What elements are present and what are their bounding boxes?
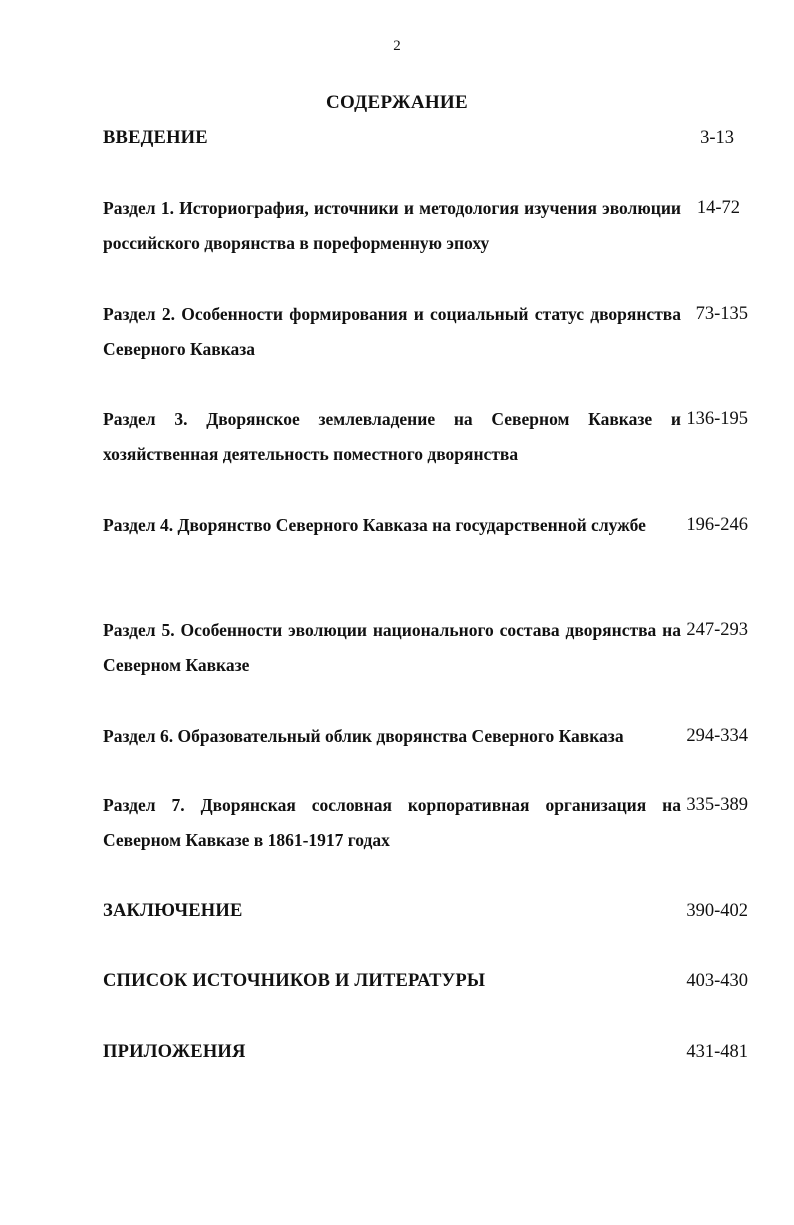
toc-entry-introduction [103,121,748,156]
toc-entry-pages: 73-135 [695,304,748,324]
page-title: СОДЕРЖАНИЕ [326,92,468,113]
toc-entry-pages: 390-402 [686,901,748,921]
toc-entry-pages: 14-72 [696,198,740,218]
toc-entry-title: СПИСОК ИСТОЧНИКОВ И ЛИТЕРАТУРЫ [103,971,486,991]
toc-entry-title: ПРИЛОЖЕНИЯ [103,1042,246,1062]
toc-entry-title: Раздел 6. Образовательный облик дворянства Северного Кавказа [103,726,624,746]
toc-entry-title: Раздел 4. Дворянство Северного Кавказа на государственной службе [103,515,646,535]
toc-entry-references [103,964,748,999]
toc-entry-section-5 [103,613,748,683]
toc-entry-pages: 335-389 [686,795,748,815]
toc-entry-title: Раздел 7. Дворянская сословная корпоративная организация на Северном Кавказе в 1861-1917 годах [103,795,681,850]
toc-entry-pages: 136-195 [686,409,748,429]
toc-entry-title: Раздел 3. Дворянское землевладение на Северном Кавказе и хозяйственная деятельность поместного дворянства [103,409,681,464]
toc-entry-title: Раздел 5. Особенности эволюции национального состава дворянства на Северном Кавказе [103,620,681,675]
toc-entry-pages: 196-246 [686,515,748,535]
toc-entry-title: Раздел 2. Особенности формирования и социальный статус дворянства Северного Кавказа [103,304,681,359]
toc-entry-pages: 294-334 [686,726,748,746]
toc-entry-section-2 [103,297,748,367]
toc-entry-title: ВВЕДЕНИЕ [103,128,208,148]
toc-entry-title: Раздел 1. Историография, источники и методология изучения эволюции российского дворянства в пореформенную эпоху [103,198,681,253]
toc-entry-section-7 [103,788,748,858]
toc-entry-pages: 3-13 [700,128,734,148]
toc-entry-pages: 431-481 [686,1042,748,1062]
toc-entry-pages: 247-293 [686,620,748,640]
page-number: 2 [393,38,401,54]
toc-entry-pages: 403-430 [686,971,748,991]
toc-entry-conclusion [103,894,748,929]
toc-entry-appendices [103,1035,748,1070]
toc-entry-section-1 [103,191,748,261]
toc-entry-section-6 [103,719,748,754]
toc-entry-title: ЗАКЛЮЧЕНИЕ [103,901,243,921]
toc-entry-section-3 [103,402,748,472]
toc-entry-section-4 [103,508,748,543]
